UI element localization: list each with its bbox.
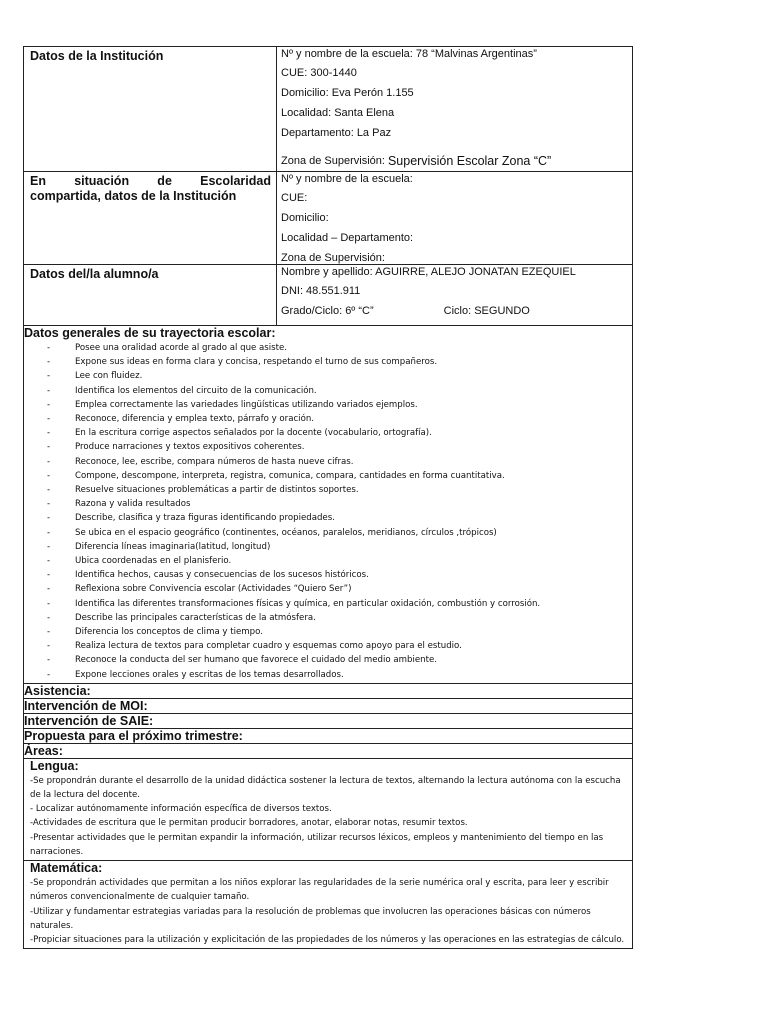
bullet-dash: -	[47, 513, 51, 524]
trajectory-item	[24, 440, 632, 454]
lengua-paragraph: -Presentar actividades que le permitan expandir la información, utilizar recursos léxicos, empleos y mantenimiento del tiempo en las narraciones.	[30, 832, 604, 857]
school-field: Nº y nombre de la escuela: 78 “Malvinas Argentinas”	[281, 48, 537, 60]
trajectory-item	[24, 369, 632, 383]
cue-field: CUE: 300-1440	[281, 67, 357, 79]
trajectory-item	[24, 469, 632, 483]
bullet-dash: -	[47, 570, 51, 581]
shared-address-field: Domicilio:	[281, 212, 329, 224]
trajectory-item-text: Reconoce, diferencia y emplea texto, párrafo y oración.	[75, 414, 315, 425]
bullet-dash: -	[47, 641, 51, 652]
trajectory-item	[24, 554, 632, 568]
institution-table	[23, 46, 633, 949]
saie-heading: Intervención de SAIE:	[24, 713, 633, 728]
trajectory-item	[24, 653, 632, 667]
student-grade-field: Grado/Ciclo: 6º “C”	[281, 305, 374, 317]
trajectory-item	[24, 668, 632, 682]
student-dni-field: DNI: 48.551.911	[281, 285, 361, 297]
trajectory-item-text: Se ubica en el espacio geográfico (continentes, océanos, paralelos, meridianos, círculos ,trópicos)	[75, 527, 497, 538]
shared-label-line1: En situación de Escolaridad	[30, 174, 271, 188]
trajectory-item	[24, 355, 632, 369]
areas-heading: Áreas:	[24, 743, 633, 758]
bullet-dash: -	[47, 527, 51, 538]
shared-supervision-field: Zona de Supervisión:	[281, 252, 385, 264]
trajectory-item	[24, 384, 632, 398]
bullet-dash: -	[47, 357, 51, 368]
trajectory-item-text: Expone sus ideas en forma clara y concisa, respetando el turno de sus compañeros.	[75, 357, 438, 368]
trajectory-item-text: Reconoce la conducta del ser humano que favorece el cuidado del medio ambiente.	[75, 655, 437, 666]
institution-row	[24, 47, 633, 172]
trajectory-item	[24, 412, 632, 426]
supervision-field	[281, 146, 628, 168]
shared-school-field: Nº y nombre de la escuela:	[281, 173, 413, 185]
shared-label	[24, 172, 276, 204]
student-cycle-field: Ciclo: SEGUNDO	[443, 305, 530, 317]
trajectory-item	[24, 540, 632, 554]
bullet-dash: -	[47, 541, 51, 552]
supervision-value: Supervisión Escolar Zona “C”	[387, 154, 552, 168]
supervision-prefix: Zona de Supervisión:	[281, 155, 385, 167]
institution-label: Datos de la Institución	[30, 49, 164, 63]
trajectory-item-text: Describe, clasifica y traza figuras identificando propiedades.	[75, 513, 335, 524]
locality-field: Localidad: Santa Elena	[281, 107, 395, 119]
trajectory-item-text: Resuelve situaciones problemáticas a partir de distintos soportes.	[75, 485, 359, 496]
matematica-paragraph: -Se propondrán actividades que permitan a los niños explorar las regularidades de la serie numérica oral y escrita, para leer y escribir números convencionalmente de cualquier tamaño.	[30, 878, 609, 903]
bullet-dash: -	[47, 669, 51, 680]
trajectory-item	[24, 625, 632, 639]
trajectory-item-text: Ubica coordenadas en el planisferio.	[75, 556, 232, 567]
lengua-row	[24, 758, 633, 860]
bullet-dash: -	[47, 485, 51, 496]
matematica-row	[24, 861, 633, 949]
department-field: Departamento: La Paz	[281, 127, 392, 139]
shared-label-line2: compartida, datos de la Institución	[30, 189, 237, 203]
trajectory-title: Datos generales de su trayectoria escolar:	[24, 326, 276, 340]
lengua-paragraph: -Actividades de escritura que le permitan producir borradores, anotar, elaborar notas, resumir textos.	[30, 818, 468, 829]
trajectory-item-text: Posee una oralidad acorde al grado al que asiste.	[75, 343, 288, 353]
bullet-dash: -	[47, 414, 51, 425]
trajectory-item-text: Compone, descompone, interpreta, registra, comunica, compara, cantidades en forma cuantitativa.	[75, 470, 505, 481]
bullet-dash: -	[47, 399, 51, 410]
trajectory-item-text: Identifica los elementos del circuito de la comunicación.	[75, 385, 317, 396]
proposal-heading: Propuesta para el próximo trimestre:	[24, 728, 633, 743]
trajectory-item	[24, 611, 632, 625]
trajectory-list	[24, 341, 632, 682]
trajectory-item-text: Identifica hechos, causas y consecuencias de los sucesos históricos.	[75, 570, 369, 581]
trajectory-item-text: Razona y valida resultados	[75, 499, 191, 510]
trajectory-item	[24, 455, 632, 469]
shared-label-cell	[24, 172, 277, 265]
trajectory-item	[24, 426, 632, 440]
bullet-dash: -	[47, 343, 51, 353]
trajectory-item-text: Identifica las diferentes transformaciones físicas y química, en particular oxidación, combustión y corrosión.	[75, 598, 541, 609]
shared-cue-field: CUE:	[281, 192, 308, 204]
institution-fields	[277, 47, 633, 172]
trajectory-item-text: Describe las principales características de la atmósfera.	[75, 612, 316, 623]
student-row	[24, 265, 633, 326]
bullet-dash: -	[47, 371, 51, 382]
trajectory-item	[24, 639, 632, 653]
bullet-dash: -	[47, 442, 51, 453]
trajectory-item	[24, 497, 632, 511]
trajectory-cell	[24, 326, 633, 684]
moi-heading: Intervención de MOI:	[24, 698, 633, 713]
address-field: Domicilio: Eva Perón 1.155	[281, 87, 414, 99]
trajectory-item	[24, 582, 632, 596]
trajectory-item	[24, 483, 632, 497]
student-label-cell	[24, 265, 277, 326]
bullet-dash: -	[47, 456, 51, 467]
lengua-paragraph: -Se propondrán durante el desarrollo de la unidad didáctica sostener la lectura de textos, alternando la lectura autónoma con la escucha de la lectura del docente.	[30, 775, 621, 801]
trajectory-item	[24, 568, 632, 582]
institution-label-cell	[24, 47, 277, 172]
student-fields	[277, 265, 633, 326]
attendance-heading: Asistencia:	[24, 683, 633, 698]
bullet-dash: -	[47, 655, 51, 666]
student-grade-row	[281, 304, 628, 323]
matematica-cell	[24, 861, 633, 949]
matematica-paragraph: -Utilizar y fundamentar estrategias variadas para la resolución de problemas que involucren las operaciones básicas con números naturales.	[30, 906, 591, 931]
bullet-dash: -	[47, 584, 51, 595]
trajectory-item-text: Produce narraciones y textos expositivos coherentes.	[75, 442, 305, 453]
trajectory-item-text: Diferencia los conceptos de clima y tiempo.	[75, 627, 263, 638]
bullet-dash: -	[47, 598, 51, 609]
trajectory-item-text: Lee con fluidez.	[75, 371, 143, 382]
matematica-paragraph: -Propiciar situaciones para la utilización y explicitación de las propiedades de los números y las operaciones en las estrategias de cálculo.	[30, 934, 625, 945]
shared-locality-field: Localidad – Departamento:	[281, 232, 414, 244]
trajectory-item-text: Emplea correctamente las variedades lingüísticas utilizando variados ejemplos.	[75, 399, 418, 410]
trajectory-item-text: Diferencia líneas imaginaria(latitud, longitud)	[75, 541, 271, 552]
lengua-paragraph: - Localizar autónomamente información específica de diversos textos.	[30, 804, 332, 815]
bullet-dash: -	[47, 627, 51, 638]
trajectory-item	[24, 511, 632, 525]
bullet-dash: -	[47, 385, 51, 396]
trajectory-row	[24, 326, 633, 684]
student-label: Datos del/la alumno/a	[30, 267, 159, 281]
trajectory-item	[24, 398, 632, 412]
shared-schooling-row	[24, 172, 633, 265]
trajectory-item	[24, 526, 632, 540]
trajectory-item-text: Reconoce, lee, escribe, compara números de hasta nueve cifras.	[75, 456, 354, 467]
trajectory-item	[24, 341, 632, 355]
lengua-title: Lengua:	[30, 758, 79, 773]
bullet-dash: -	[47, 556, 51, 567]
bullet-dash: -	[47, 499, 51, 510]
matematica-title: Matemática:	[30, 861, 103, 876]
bullet-dash: -	[47, 470, 51, 481]
trajectory-item-text: En la escritura corrige aspectos señalados por la docente (vocabulario, ortografía).	[75, 428, 432, 439]
lengua-cell	[24, 758, 633, 860]
trajectory-item	[24, 597, 632, 611]
trajectory-item-text: Expone lecciones orales y escritas de los temas desarrollados.	[75, 669, 344, 680]
trajectory-item-text: Realiza lectura de textos para completar cuadro y esquemas como apoyo para el estudio.	[75, 641, 462, 652]
shared-fields	[277, 172, 633, 265]
trajectory-item-text: Reflexiona sobre Convivencia escolar (Actividades “Quiero Ser”)	[75, 584, 352, 595]
bullet-dash: -	[47, 612, 51, 623]
student-name-field: Nombre y apellido: AGUIRRE, ALEJO JONATAN EZEQUIEL	[281, 266, 576, 278]
bullet-dash: -	[47, 428, 51, 439]
report-sheet	[23, 46, 632, 949]
